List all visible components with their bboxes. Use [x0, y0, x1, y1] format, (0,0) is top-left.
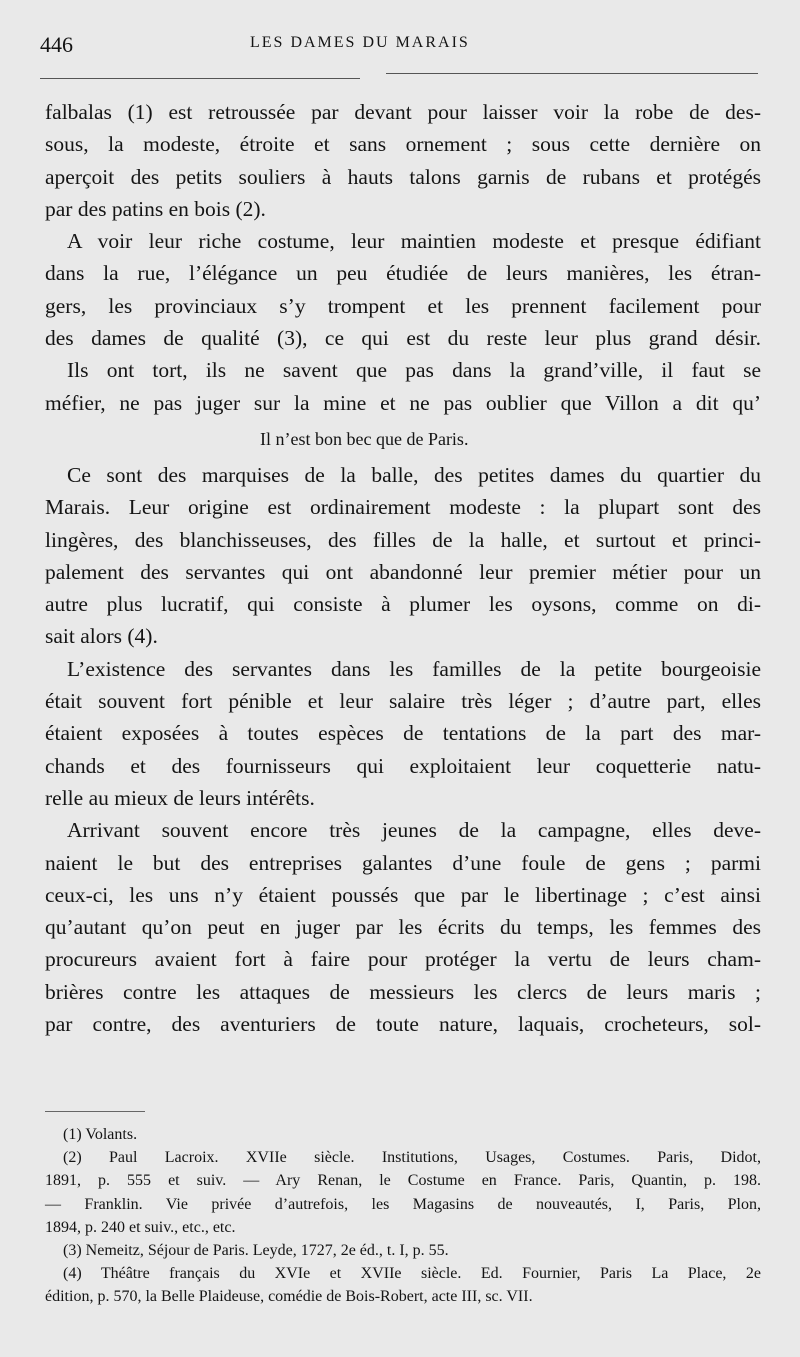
text-line: A voir leur riche costume, leur maintien modeste et presque édifiant — [67, 229, 761, 254]
text-line: Ils ont tort, ils ne savent que pas dans la grand’ville, il faut se — [67, 358, 761, 383]
text-line: qu’autant qu’on peut en juger par les écrits du temps, les femmes des — [45, 915, 761, 940]
footnote-line: — Franklin. Vie privée d’autrefois, les Magasins de nouveautés, I, Paris, Plon, — [45, 1195, 761, 1213]
footnote-line: (3) Nemeitz, Séjour de Paris. Leyde, 1727, 2e éd., t. I, p. 55. — [63, 1241, 449, 1259]
text-line: sous, la modeste, étroite et sans ornement ; sous cette dernière on — [45, 132, 761, 157]
text-line: falbalas (1) est retroussée par devant pour laisser voir la robe de des- — [45, 100, 761, 124]
text-line: palement des servantes qui ont abandonné leur premier métier pour un — [45, 559, 761, 584]
footnotes — [45, 1123, 761, 1309]
text-line: par contre, des aventuriers de toute nature, laquais, crocheteurs, sol- — [45, 1012, 761, 1037]
text-line: L’existence des servantes dans les familles de la petite bourgeoisie — [67, 656, 761, 681]
footnote-line: (2) Paul Lacroix. XVIIe siècle. Institutions, Usages, Costumes. Paris, Didot, — [63, 1149, 761, 1167]
text-line: brières contre les attaques de messieurs les clercs de leurs maris ; — [45, 979, 761, 1004]
text-line: dans la rue, l’élégance un peu étudiée de leurs manières, les étran- — [45, 261, 761, 286]
footnote-line: (1) Volants. — [63, 1126, 138, 1143]
text-line: étaient exposées à toutes espèces de tentations de la part des mar- — [45, 721, 761, 746]
header-rule — [386, 73, 758, 74]
text-line: sait alors (4). — [45, 624, 158, 649]
text-line: naient le but des entreprises galantes d’une foule de gens ; parmi — [45, 850, 761, 875]
text-line: était souvent fort pénible et leur salaire très léger ; d’autre part, elles — [45, 689, 761, 714]
running-title: LES DAMES DU MARAIS — [250, 34, 470, 51]
text-line: relle au mieux de leurs intérêts. — [45, 785, 315, 810]
page-number: 446 — [40, 32, 73, 57]
text-line: des dames de qualité (3), ce qui est du reste leur plus grand désir. — [45, 326, 761, 351]
text-line: aperçoit des petits souliers à hauts talons garnis de rubans et protégés — [45, 164, 761, 189]
page-header — [0, 0, 800, 90]
text-line: gers, les provinciaux s’y trompent et les prennent facilement pour — [45, 293, 761, 318]
verse-quotation: Il n’est bon bec que de Paris. — [260, 428, 469, 449]
text-line: par des patins en bois (2). — [45, 196, 266, 221]
text-line: autre plus lucratif, qui consiste à plumer les oysons, comme on di- — [45, 592, 761, 617]
text-line: procureurs avaient fort à faire pour protéger la vertu de leurs cham- — [45, 947, 761, 972]
text-line: méfier, ne pas juger sur la mine et ne pas oublier que Villon a dit qu’ — [45, 390, 761, 415]
footnote-line: (4) Théâtre français du XVIe et XVIIe siècle. Ed. Fournier, Paris La Place, 2e — [63, 1265, 761, 1283]
footnote-line: 1894, p. 240 et suiv., etc., etc. — [45, 1218, 236, 1236]
text-line: Marais. Leur origine est ordinairement modeste : la plupart sont des — [45, 495, 761, 520]
text-line: Arrivant souvent encore très jeunes de la campagne, elles deve- — [67, 818, 761, 843]
header-rule — [40, 78, 360, 79]
footnote-line: 1891, p. 555 et suiv. — Ary Renan, le Costume en France. Paris, Quantin, p. 198. — [45, 1172, 761, 1190]
text-line: lingères, des blanchisseuses, des filles de la halle, et surtout et princi- — [45, 527, 761, 552]
text-line: Ce sont des marquises de la balle, des petites dames du quartier du — [67, 462, 761, 487]
text-line: ceux-ci, les uns n’y étaient poussés que par le libertinage ; c’est ainsi — [45, 882, 761, 907]
body-text — [45, 96, 761, 1040]
text-line: chands et des fournisseurs qui exploitaient leur coquetterie natu- — [45, 753, 761, 778]
footnote-line: édition, p. 570, la Belle Plaideuse, comédie de Bois-Robert, acte III, sc. VII. — [45, 1288, 533, 1306]
footnote-rule — [45, 1111, 145, 1112]
